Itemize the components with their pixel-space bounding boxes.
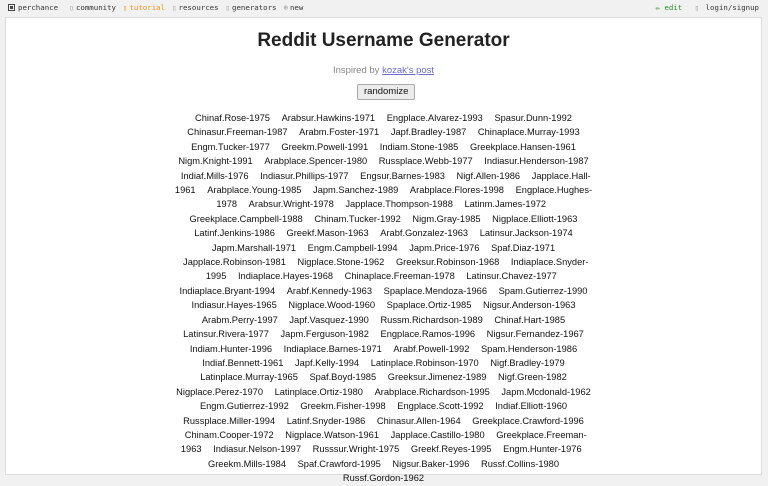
- username-item: Chinam.Tucker-1992: [314, 213, 401, 224]
- username-item: Russf.Collins-1980: [480, 458, 560, 469]
- username-list: [171, 111, 596, 486]
- username-item: Greekplace.Crawford-1996: [472, 415, 584, 426]
- username-item: Indiasur.Phillips-1977: [260, 170, 349, 181]
- username-item: Japf.Kelly-1994: [295, 357, 360, 368]
- generator-card: [5, 17, 762, 484]
- username-item: Greekplace.Campbell-1988: [189, 213, 303, 224]
- username-item: Engm.Campbell-1994: [307, 242, 398, 253]
- username-item: Latinsur.Chavez-1977: [466, 271, 557, 282]
- username-item: Arabf.Powell-1992: [393, 343, 470, 354]
- generators-icon: ▯: [225, 3, 231, 12]
- username-item: Arabplace.Richardson-1995: [374, 386, 490, 397]
- nav-item-community[interactable]: [70, 3, 117, 12]
- nav-item-generators[interactable]: [226, 3, 277, 12]
- nav-item-label: generators: [232, 3, 277, 12]
- username-item: Arabf.Kennedy-1963: [286, 285, 373, 296]
- username-item: Japm.Sanchez-1989: [313, 185, 399, 196]
- nav-item-tutorial[interactable]: [123, 3, 165, 12]
- username-item: Engplace.Ramos-1996: [380, 329, 476, 340]
- username-item: Nigsur.Baker-1996: [392, 458, 470, 469]
- username-item: Latinplace.Robinson-1970: [370, 357, 479, 368]
- username-item: Spam.Gutierrez-1990: [498, 285, 588, 296]
- username-item: Greekm.Fisher-1998: [300, 401, 386, 412]
- username-item: Arabm.Perry-1997: [201, 314, 278, 325]
- username-item: Arabplace.Flores-1998: [409, 185, 504, 196]
- username-item: Engplace.Scott-1992: [397, 401, 484, 412]
- resources-icon: ▯: [172, 3, 177, 12]
- username-item: Arabm.Foster-1971: [299, 127, 380, 138]
- username-item: Indiasur.Henderson-1987: [484, 156, 589, 167]
- tutorial-icon: ▯: [123, 3, 128, 12]
- username-item: Nigm.Gray-1985: [412, 213, 481, 224]
- username-item: Spaplace.Mendoza-1966: [383, 285, 487, 296]
- username-item: Engm.Tucker-1977: [191, 141, 270, 152]
- username-item: Latinsur.Jackson-1974: [479, 228, 573, 239]
- nav-right: [656, 3, 759, 12]
- username-item: Greekm.Mills-1984: [207, 458, 286, 469]
- username-item: Spaf.Boyd-1985: [309, 372, 377, 383]
- username-item: Spam.Henderson-1986: [480, 343, 578, 354]
- username-item: Indiam.Hunter-1996: [189, 343, 273, 354]
- username-item: Nigm.Knight-1991: [178, 156, 253, 167]
- nav-item-label: community: [75, 3, 116, 12]
- username-item: Indiaf.Mills-1976: [180, 170, 249, 181]
- username-item: Indiaplace.Bryant-1994: [179, 285, 276, 296]
- nav-brand-label: perchance: [18, 3, 59, 12]
- username-item: Greekf.Reyes-1995: [410, 444, 492, 455]
- username-item: Chinam.Cooper-1972: [184, 429, 274, 440]
- username-item: Engplace.Hughes-1978: [216, 185, 593, 210]
- username-item: Indiaf.Bennett-1961: [202, 357, 284, 368]
- username-item: Russsur.Wright-1975: [312, 444, 400, 455]
- username-item: Nigplace.Watson-1961: [285, 429, 379, 440]
- username-item: Latinplace.Ortiz-1980: [274, 386, 363, 397]
- username-item: Chinaf.Rose-1975: [195, 113, 270, 123]
- login-icon: ▯: [694, 3, 700, 12]
- username-item: Chinaplace.Freeman-1978: [344, 271, 455, 282]
- inspired-prefix: Inspired by: [332, 65, 383, 76]
- login-label: login/signup: [705, 3, 759, 12]
- username-item: Chinasur.Freeman-1987: [187, 127, 288, 138]
- nav-brand[interactable]: [8, 3, 58, 12]
- username-item: Japf.Bradley-1987: [390, 127, 467, 138]
- username-item: Russplace.Webb-1977: [378, 156, 473, 167]
- nav-items: [70, 3, 311, 12]
- username-item: Arabsur.Hawkins-1971: [281, 113, 376, 123]
- username-item: Latinm.James-1972: [464, 199, 547, 210]
- username-item: Nigsur.Fernandez-1967: [486, 329, 584, 340]
- username-item: Nigplace.Stone-1962: [297, 257, 385, 268]
- username-item: Latinplace.Murray-1965: [200, 372, 298, 383]
- login-signup-link[interactable]: [695, 3, 759, 12]
- username-item: Spaf.Crawford-1995: [297, 458, 381, 469]
- username-item: Russm.Richardson-1989: [380, 314, 483, 325]
- username-item: Arabplace.Spencer-1980: [264, 156, 368, 167]
- nav-item-new[interactable]: [284, 3, 304, 12]
- username-item: Japplace.Hall-1961: [174, 170, 591, 196]
- username-item: Indiaplace.Hayes-1968: [237, 271, 334, 282]
- username-item: Arabplace.Young-1985: [207, 185, 302, 196]
- username-item: Japplace.Thompson-1988: [345, 199, 453, 210]
- nav-item-label: resources: [178, 3, 219, 12]
- username-item: Japf.Vasquez-1990: [289, 314, 369, 325]
- username-item: Greekplace.Hansen-1961: [469, 141, 576, 152]
- new-icon: ⊕: [283, 3, 288, 12]
- username-item: Japplace.Castillo-1980: [390, 429, 485, 440]
- username-item: Greekm.Powell-1991: [281, 141, 369, 152]
- username-item: Japm.Mcdonald-1962: [501, 386, 591, 397]
- pencil-icon: ✏: [655, 3, 660, 12]
- inspired-line: [6, 65, 761, 76]
- username-item: Engsur.Barnes-1983: [360, 170, 445, 181]
- randomize-button[interactable]: randomize: [357, 84, 415, 100]
- username-item: Chinaplace.Murray-1993: [477, 127, 580, 138]
- page-title: Reddit Username Generator: [257, 30, 510, 51]
- username-item: Nigsur.Anderson-1963: [482, 300, 576, 311]
- nav-left: [8, 3, 310, 12]
- username-item: Nigf.Allen-1986: [456, 170, 521, 181]
- username-item: Arabsur.Wright-1978: [248, 199, 334, 210]
- username-item: Indiaf.Elliott-1960: [495, 401, 568, 412]
- username-item: Latinf.Jenkins-1986: [194, 228, 275, 239]
- username-item: Engm.Hunter-1976: [503, 444, 582, 455]
- username-item: Latinf.Snyder-1986: [286, 415, 366, 426]
- username-item: Nigf.Bradley-1979: [490, 357, 565, 368]
- username-item: Indiam.Stone-1985: [379, 141, 459, 152]
- username-item: Engplace.Alvarez-1993: [386, 113, 483, 123]
- username-item: Greeksur.Jimenez-1989: [387, 372, 487, 383]
- username-item: Indiaplace.Barnes-1971: [283, 343, 382, 354]
- username-item: Nigplace.Elliott-1963: [492, 213, 578, 224]
- username-item: Indiasur.Nelson-1997: [213, 444, 302, 455]
- username-item: Japplace.Robinson-1981: [183, 257, 286, 268]
- username-item: Engm.Gutierrez-1992: [199, 401, 289, 412]
- perchance-logo-icon: [8, 4, 15, 11]
- username-item: Indiasur.Hayes-1965: [191, 300, 277, 311]
- username-item: Russf.Gordon-1962: [342, 473, 425, 484]
- username-item: Spasur.Dunn-1992: [494, 113, 572, 123]
- username-item: Nigplace.Wood-1960: [288, 300, 376, 311]
- username-item: Latinsur.Rivera-1977: [183, 329, 269, 340]
- username-item: Spaf.Diaz-1971: [491, 242, 556, 253]
- username-item: Nigf.Green-1982: [498, 372, 567, 383]
- username-item: Greekplace.Freeman-1963: [180, 429, 587, 455]
- nav-item-label: tutorial: [129, 3, 166, 12]
- top-nav-bar: [0, 0, 768, 16]
- username-item: Indiaplace.Snyder-1995: [205, 257, 589, 282]
- nav-item-resources[interactable]: [172, 3, 219, 12]
- username-item: Chinaf.Hart-1985: [494, 314, 566, 325]
- username-item: Japm.Price-1976: [409, 242, 480, 253]
- username-item: Nigplace.Perez-1970: [176, 386, 263, 397]
- username-item: Spaplace.Ortiz-1985: [386, 300, 472, 311]
- kozak-post-link[interactable]: kozak's post: [382, 65, 435, 76]
- nav-item-label: new: [289, 3, 304, 12]
- username-item: Japm.Marshall-1971: [211, 242, 297, 253]
- edit-label: edit: [664, 3, 683, 12]
- edit-link[interactable]: [656, 3, 683, 12]
- username-item: Russplace.Miller-1994: [183, 415, 276, 426]
- username-item: Greeksur.Robinson-1968: [395, 257, 500, 268]
- username-item: Japm.Ferguson-1982: [280, 329, 369, 340]
- community-icon: ▯: [69, 3, 74, 12]
- username-item: Chinasur.Allen-1964: [376, 415, 461, 426]
- username-item: Greekf.Mason-1963: [286, 228, 369, 239]
- username-item: Arabf.Gonzalez-1963: [380, 228, 469, 239]
